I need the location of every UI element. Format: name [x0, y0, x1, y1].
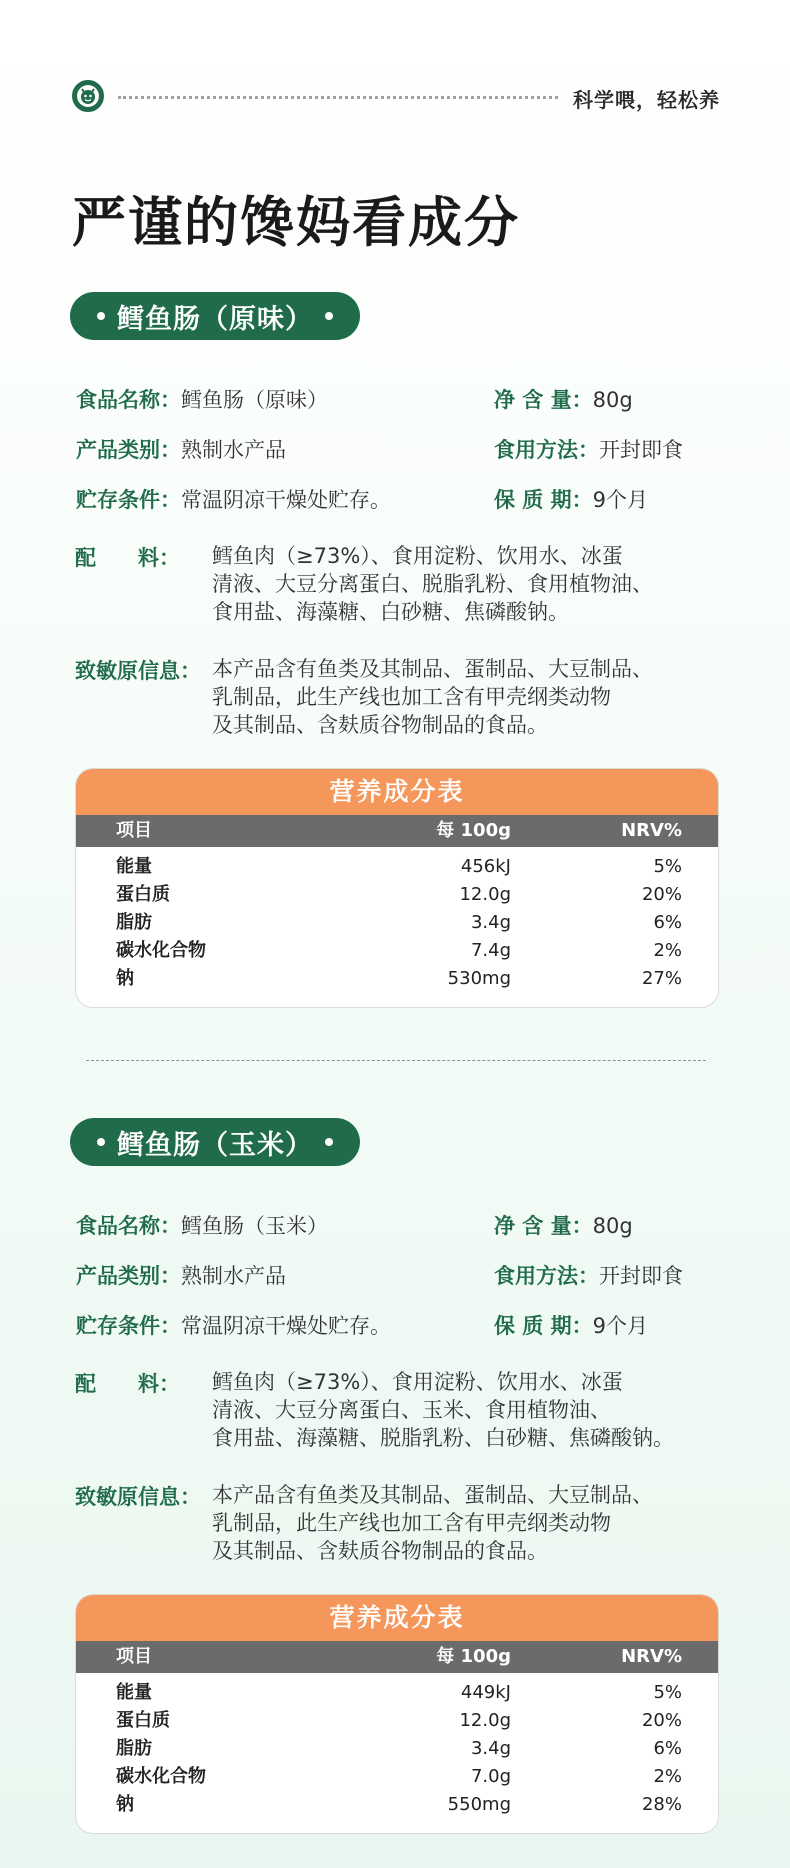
field-usage: 食用方法：开封即食 [494, 1264, 683, 1288]
table-row [76, 881, 718, 909]
field-label: 净 含 量 [494, 388, 572, 412]
field-net: 净 含 量：80g [494, 388, 633, 412]
nutrient-amount: 7.4g [470, 940, 511, 961]
product-name: 鳕鱼肠（原味） [117, 303, 313, 335]
table-row [76, 965, 718, 993]
product-name: 鳕鱼肠（玉米） [117, 1129, 313, 1161]
field-value: 9个月 [592, 1314, 648, 1338]
field-label: 保 质 期 [494, 1314, 572, 1338]
ingredients-line: 食用盐、海藻糖、脱脂乳粉、白砂糖、焦磷酸钠。 [212, 1426, 674, 1450]
ingredients-label: 配 料： [75, 546, 180, 570]
ingredients-line: 清液、大豆分离蛋白、玉米、食用植物油、 [212, 1398, 611, 1422]
field-storage: 贮存条件：常温阴凉干燥处贮存。 [76, 1314, 391, 1338]
field-label: 食用方法 [494, 1264, 578, 1288]
nutrient-amount: 7.0g [470, 1766, 511, 1787]
field-label: 食用方法 [494, 438, 578, 462]
field-value: 常温阴凉干燥处贮存。 [181, 1314, 391, 1338]
brand-logo-icon [72, 80, 104, 112]
nutrient-nrv: 28% [641, 1794, 682, 1815]
ingredients-line: 食用盐、海藻糖、白砂糖、焦磷酸钠。 [212, 600, 569, 624]
nutrient-name: 蛋白质 [116, 1710, 170, 1731]
field-value: 熟制水产品 [181, 1264, 286, 1288]
table-row [76, 1791, 718, 1819]
ingredients-text [212, 1368, 712, 1452]
field-usage: 食用方法：开封即食 [494, 438, 683, 462]
nutrition-table [75, 1594, 719, 1834]
nutrition-table-title: 营养成分表 [76, 1595, 718, 1641]
nutrition-table-body [76, 1673, 718, 1833]
table-row [76, 1735, 718, 1763]
nutrient-amount: 12.0g [459, 884, 511, 905]
top-bar [72, 80, 720, 114]
allergen-line: 本产品含有鱼类及其制品、蛋制品、大豆制品、 [212, 1483, 653, 1507]
nutrient-nrv: 20% [641, 1710, 682, 1731]
nutrient-amount: 3.4g [470, 912, 511, 933]
nutrient-nrv: 5% [653, 1682, 682, 1703]
ingredients-line: 鳕鱼肉（≥73%）、食用淀粉、饮用水、冰蛋 [212, 544, 623, 568]
nutrient-nrv: 6% [653, 1738, 682, 1759]
field-value: 熟制水产品 [181, 438, 286, 462]
field-label: 贮存条件 [76, 488, 160, 512]
field-value: 常温阴凉干燥处贮存。 [181, 488, 391, 512]
nutrient-nrv: 27% [641, 968, 682, 989]
field-value: 9个月 [592, 488, 648, 512]
field-name: 食品名称：鳕鱼肠（玉米） [76, 1214, 328, 1238]
field-value: 鳕鱼肠（原味） [181, 388, 328, 412]
allergen-line: 及其制品、含麸质谷物制品的食品。 [212, 1539, 548, 1563]
nutrient-name: 钠 [116, 1794, 134, 1815]
nutrient-name: 脂肪 [116, 1738, 152, 1759]
allergen-text [212, 1481, 712, 1565]
bullet-dot [325, 1138, 333, 1146]
nutrient-name: 能量 [116, 856, 152, 877]
nutrient-amount: 550mg [447, 1794, 511, 1815]
nutrient-nrv: 20% [641, 884, 682, 905]
nutrient-nrv: 2% [653, 940, 682, 961]
allergen-line: 乳制品，此生产线也加工含有甲壳纲类动物 [212, 1511, 611, 1535]
slogan: 科学喂，轻松养 [573, 88, 720, 112]
nutrition-table-title: 营养成分表 [76, 769, 718, 815]
ingredients-label: 配 料： [75, 1372, 180, 1396]
ingredients-text [212, 542, 712, 626]
allergen-line: 乳制品，此生产线也加工含有甲壳纲类动物 [212, 685, 611, 709]
field-storage: 贮存条件：常温阴凉干燥处贮存。 [76, 488, 391, 512]
table-row [76, 1763, 718, 1791]
header-nrv: NRV% [621, 1646, 682, 1667]
nutrient-name: 碳水化合物 [116, 1766, 206, 1787]
nutrient-name: 碳水化合物 [116, 940, 206, 961]
field-value: 80g [592, 388, 633, 412]
header-item: 项目 [116, 820, 152, 841]
field-name: 食品名称：鳕鱼肠（原味） [76, 388, 328, 412]
field-label: 产品类别 [76, 1264, 160, 1288]
allergen-line: 本产品含有鱼类及其制品、蛋制品、大豆制品、 [212, 657, 653, 681]
header-item: 项目 [116, 1646, 152, 1667]
field-net: 净 含 量：80g [494, 1214, 633, 1238]
table-row [76, 853, 718, 881]
field-value: 开封即食 [599, 438, 683, 462]
nutrient-amount: 3.4g [470, 1738, 511, 1759]
nutrient-nrv: 2% [653, 1766, 682, 1787]
field-shelf-life: 保 质 期：9个月 [494, 488, 648, 512]
bullet-dot [97, 312, 105, 320]
nutrition-table-body [76, 847, 718, 1007]
field-label: 食品名称 [76, 388, 160, 412]
allergen-label: 致敏原信息： [75, 1485, 201, 1509]
field-value: 80g [592, 1214, 633, 1238]
product-name-pill [70, 292, 360, 340]
nutrient-name: 脂肪 [116, 912, 152, 933]
header-per-100g: 每 100g [436, 820, 511, 841]
field-value: 开封即食 [599, 1264, 683, 1288]
nutrient-amount: 12.0g [459, 1710, 511, 1731]
nutrient-name: 蛋白质 [116, 884, 170, 905]
ingredients-line: 清液、大豆分离蛋白、脱脂乳粉、食用植物油、 [212, 572, 653, 596]
field-label: 净 含 量 [494, 1214, 572, 1238]
table-row [76, 1707, 718, 1735]
field-label: 贮存条件 [76, 1314, 160, 1338]
header-per-100g: 每 100g [436, 1646, 511, 1667]
nutrition-table [75, 768, 719, 1008]
page-title: 严谨的馋妈看成分 [72, 191, 520, 254]
nutrient-nrv: 6% [653, 912, 682, 933]
nutrition-table-header [76, 815, 718, 847]
field-category: 产品类别：熟制水产品 [76, 1264, 286, 1288]
nutrient-nrv: 5% [653, 856, 682, 877]
dotted-divider [118, 96, 558, 99]
field-shelf-life: 保 质 期：9个月 [494, 1314, 648, 1338]
nutrient-amount: 530mg [447, 968, 511, 989]
bullet-dot [97, 1138, 105, 1146]
field-label: 保 质 期 [494, 488, 572, 512]
ingredients-line: 鳕鱼肉（≥73%）、食用淀粉、饮用水、冰蛋 [212, 1370, 623, 1394]
table-row [76, 937, 718, 965]
field-value: 鳕鱼肠（玉米） [181, 1214, 328, 1238]
allergen-label: 致敏原信息： [75, 659, 201, 683]
product-name-pill [70, 1118, 360, 1166]
field-label: 产品类别 [76, 438, 160, 462]
allergen-text [212, 655, 712, 739]
nutrient-amount: 449kJ [460, 1682, 511, 1703]
header-nrv: NRV% [621, 820, 682, 841]
table-row [76, 1679, 718, 1707]
nutrient-name: 钠 [116, 968, 134, 989]
nutrient-name: 能量 [116, 1682, 152, 1703]
section-divider [86, 1060, 706, 1061]
table-row [76, 909, 718, 937]
field-category: 产品类别：熟制水产品 [76, 438, 286, 462]
nutrition-table-header [76, 1641, 718, 1673]
allergen-line: 及其制品、含麸质谷物制品的食品。 [212, 713, 548, 737]
nutrient-amount: 456kJ [460, 856, 511, 877]
bullet-dot [325, 312, 333, 320]
field-label: 食品名称 [76, 1214, 160, 1238]
